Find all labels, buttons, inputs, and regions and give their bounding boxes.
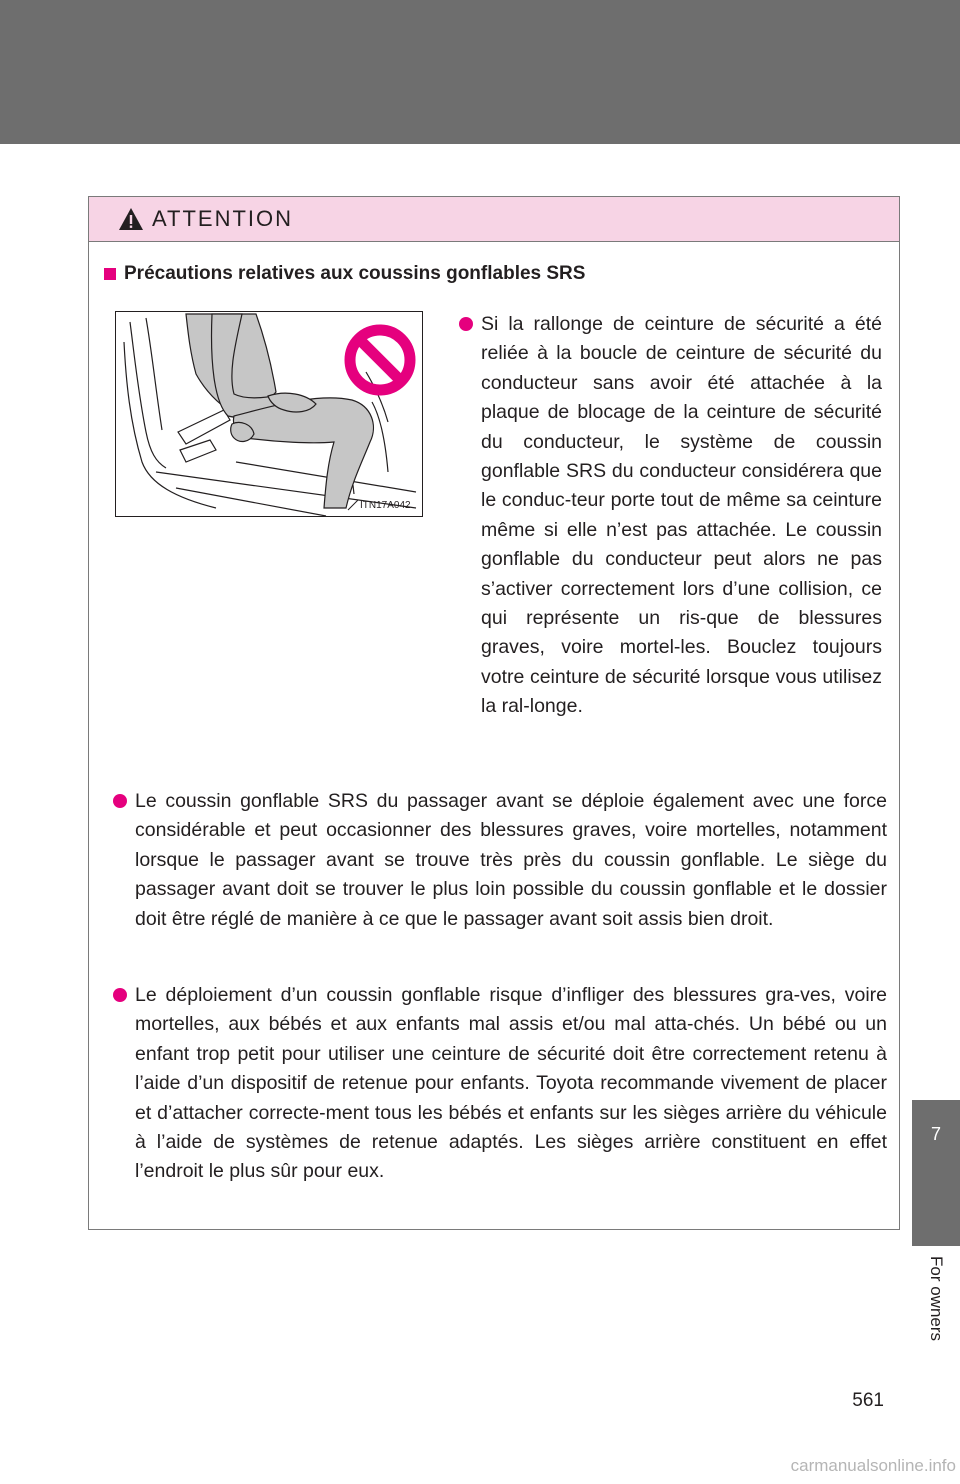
caution-header: [89, 197, 899, 242]
caution-box: [88, 196, 900, 1230]
seatbelt-extender-illustration: [115, 311, 423, 517]
bullet-icon: [113, 988, 127, 1002]
bullet-icon: [113, 794, 127, 808]
caution-item-text: Le coussin gonflable SRS du passager avant se déploie également avec une force considérable et peut occasionner des blessures graves, voire mortelles, notamment lorsque le passager avant se trouve très près du coussin gonflable. Le siège du passager avant doit se trouver le plus loin possible du coussin gonflable et le dossier doit être réglé de manière à ce que le passager avant soit assis bien droit.: [135, 790, 887, 930]
warning-icon: [118, 207, 144, 231]
chapter-number: 7: [930, 1124, 941, 1144]
section-heading: [104, 263, 585, 285]
top-band: [0, 0, 960, 144]
watermark: carmanualsonline.info: [790, 1456, 956, 1475]
page-number: 561: [852, 1390, 884, 1411]
bullet-icon: [459, 317, 473, 331]
caution-item-text: Si la rallonge de ceinture de sécurité a été reliée à la boucle de ceinture de sécurité du conducteur sans avoir été attachée à la plaque de blocage de la ceinture de sécurité du conducteur, le système de coussin gonflable SRS du conducteur considérera que le conduc-teur porte tout de même sa ceinture même si elle n’est pas attachée. Le coussin gonflable du conducteur peut alors ne pas s’activer correctement lors d’une collision, ce qui représente un ris-que de blessures graves, voire mortel-les. Bouclez toujours votre ceinture de sécurité lorsque vous utilisez la ral-longe.: [481, 313, 882, 718]
caution-item-text: Le déploiement d’un coussin gonflable risque d’infliger des blessures gra-ves, voire mortelles, aux bébés et aux enfants mal assis et/ou mal atta-chés. Un bébé ou un enfant trop petit pour utiliser une ceinture de sécurité doit être correctement retenu à l’aide d’un dispositif de retenue pour enfants. Toyota recommande vivement de placer et d’attacher correcte-ment tous les bébés et enfants sur les sièges arrière du véhicule à l’aide de systèmes de retenue adaptés. Les sièges arrière constituent en effet l’endroit le plus sûr pour eux.: [135, 984, 887, 1183]
caution-title: ATTENTION: [152, 206, 294, 231]
chapter-tab[interactable]: [912, 1100, 960, 1246]
illustration-drawing: [116, 312, 422, 516]
caution-item: [135, 981, 887, 1187]
illustration-code: ITN17A042: [360, 500, 411, 511]
section-heading-text: Précautions relatives aux coussins gonflables SRS: [124, 263, 586, 284]
caution-item: [481, 310, 882, 722]
square-bullet-icon: [104, 268, 116, 280]
caution-item: [135, 787, 887, 934]
chapter-label: For owners: [927, 1256, 946, 1342]
